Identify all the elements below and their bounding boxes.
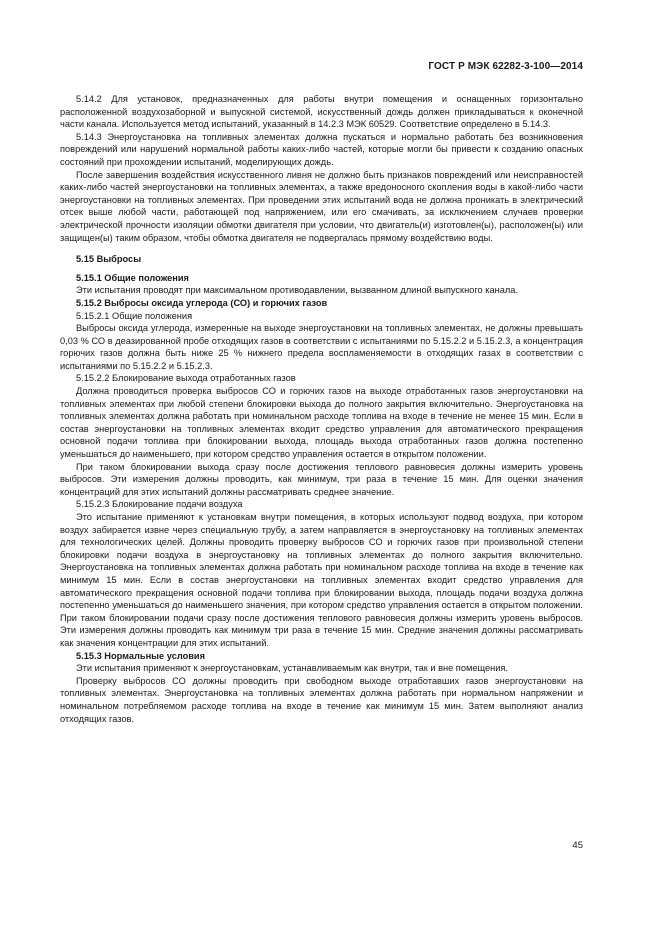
paragraph-5-14-2: 5.14.2 Для установок, предназначенных для работы внутри помещения и оснащенных горизонтально расположенной воздухозаборной и выпускной системой, искусственный дождь должен прикладываться к оконечной части канала. Используется метод испытаний, указанный в 14.2.3 МЭК 60529. Соответствие определено в 5.14.3. xyxy=(60,94,583,130)
paragraph-5-15-2-2-b: При таком блокировании выхода сразу после достижения теплового равновесия должны измерить уровень выбросов. Эти измерения должны проводить, как минимум, три раза в течение 15 мин. Для оценки значения концентраций для этих испытаний должны рассматривать среднее значение. xyxy=(60,461,583,497)
paragraph-5-14-3: 5.14.3 Энергоустановка на топливных элементах должна пускаться и нормально работать без возникновения повреждений или нарушений нормальной работы каких-либо частей, которые могли бы привести к созданию опасных состояний при прохождении испытаний, моделирующих дождь. xyxy=(60,131,583,167)
document-body xyxy=(60,93,583,725)
section-heading-5-15: 5.15 Выбросы xyxy=(76,254,142,265)
page-number: 45 xyxy=(572,840,583,851)
subsection-heading-5-15-2-2: 5.15.2.2 Блокирование выхода отработанных газов xyxy=(76,373,296,384)
document-header: ГОСТ Р МЭК 62282-3-100—2014 xyxy=(428,61,583,72)
paragraph-5-15-2-2-a: Должна проводиться проверка выбросов СО и горючих газов на выходе отработанных газов энергоустановки на топливных элементах при любой степени блокировки выхода до полного закрытия включительно. Энергоустановка на топливных элементах должна работать при номинальном расходе топлива на входе в течение не менее 15 мин. Если в состав энергоустановки на топливных элементах входит средство управления для автоматического прекращения основной подачи топлива при блокировании выхода, площадь выхода отработанных газов должна постепенно уменьшаться до наименьшего, при котором средство управления остается в открытом положении. xyxy=(60,386,583,460)
subsection-heading-5-15-2-1: 5.15.2.1 Общие положения xyxy=(76,310,193,321)
section-heading-5-15-3: 5.15.3 Нормальные условия xyxy=(76,650,206,661)
paragraph-5-15-3-b: Проверку выбросов СО должны проводить при свободном выходе отработавших газов энергоустановки на топливных элементах. Энергоустановка на топливных элементах должна работать при нормальном напряжении и номинальном потребляемом расходе топлива на входе в течение как минимум 15 мин. Затем выполняют анализ отходящих газов. xyxy=(60,675,583,724)
section-heading-5-15-2: 5.15.2 Выбросы оксида углерода (СО) и горючих газов xyxy=(76,297,328,308)
paragraph-5-15-3-a: Эти испытания применяют к энергоустановкам, устанавливаемым как внутри, так и вне помещения. xyxy=(76,663,508,674)
section-heading-5-15-1: 5.15.1 Общие положения xyxy=(76,272,189,283)
paragraph-5-15-1: Эти испытания проводят при максимальном противодавлении, вызванном длиной выпускного канала. xyxy=(76,285,518,296)
paragraph-after-rain: После завершения воздействия искусственного ливня не должно быть признаков повреждений или неисправностей каких-либо частей энергоустановки на топливных элементах, а также вредоносного скопления воды в какой-либо части энергоустановки на топливных элементах. При проведении этих испытаний вода не должна проникать в электрический отсек выше любой части, работающей под напряжением, или его смачивать, за исключением случаев проверки электрической прочности изоляции обмотки двигателя при условии, что двигатель(и) изготовлен(ы), расположен(ы) или защищен(ы) таким образом, чтобы обмотка двигателя не подвергалась прямому воздействию воды. xyxy=(60,169,583,243)
paragraph-5-15-2-3: Это испытание применяют к установкам внутри помещения, в которых используют подвод воздуха, при котором воздух забирается извне через специальную трубу, а затем направляется в энергоустановку на топливных элементах для технологических целей. Должны проводить проверку выбросов СО и горючих газов при произвольной степени блокировки подачи воздуха в энергоустановку на топливных элементах до полного закрытия включительно. Энергоустановка на топливных элементах должна работать при номинальном расходе топлива на входе в течение как минимум 15 мин. Если в состав энергоустановки на топливных элементах входит средство управления для автоматического прекращения основной подачи топлива при блокировании выхода, площадь подачи воздуха должна постепенно уменьшаться до наименьшего значения, при котором средство управления остается в открытом положении. При таком блокировании подачи сразу после достижения теплового равновесия должны измерить уровень выбросов. Эти измерения должны проводить как минимум три раза в течение 15 мин. Средние значения должны рассматривать как значения концентрации для этих испытаний. xyxy=(60,512,583,648)
subsection-heading-5-15-2-3: 5.15.2.3 Блокирование подачи воздуха xyxy=(76,499,243,510)
paragraph-5-15-2-1: Выбросы оксида углерода, измеренные на выходе энергоустановки на топливных элементах, не должны превышать 0,03 % СО в деазированной пробе отходящих газов в соответствии с испытаниями по 5.15.2.2 и 5.15.2.3, а концентрация горючих газов должна быть ниже 25 % нижнего предела воспламеняемости в отходящих газах в соответствии с испытаниями по 5.15.2.2 и 5.15.2.3. xyxy=(60,323,583,371)
